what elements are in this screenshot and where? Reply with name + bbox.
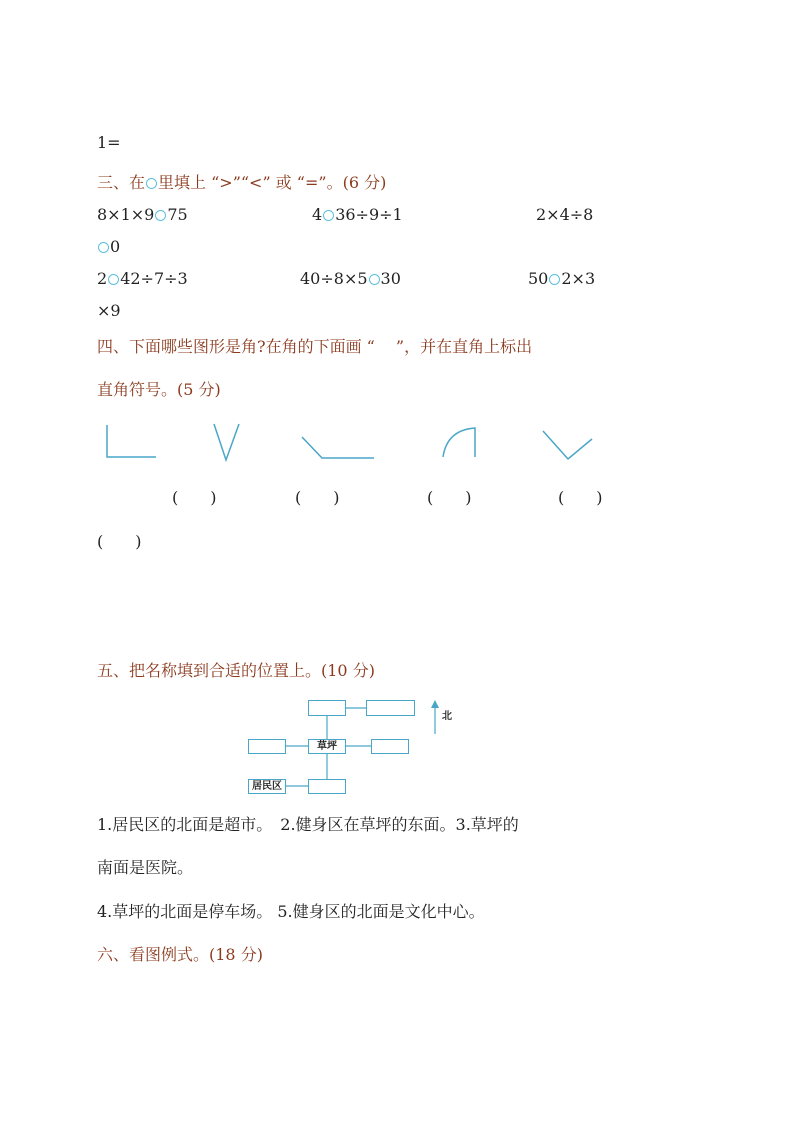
section3-title-b: 里填上 “>”“<” 或 “=”。(6 分) (158, 173, 387, 192)
answer-paren-1[interactable]: ( ) (172, 488, 217, 507)
map-residential-label: 居民区 (252, 781, 282, 792)
expr-left: 8×1×9 (97, 205, 155, 224)
answer-paren-4[interactable]: ( ) (558, 488, 603, 507)
answer-paren-2[interactable]: ( ) (295, 488, 340, 507)
expr-right: 0 (110, 237, 121, 256)
answer-paren-3[interactable]: ( ) (427, 488, 472, 507)
compare-item-6-wrap: ×9 (97, 301, 121, 320)
expr-left: 50 (528, 269, 549, 288)
expr-right: 75 (167, 205, 188, 224)
map-center-label: 草坪 (317, 741, 337, 752)
compare-item-3: 2×4÷8 (536, 205, 594, 224)
map-box-east[interactable] (371, 739, 409, 754)
expr-right: 42÷7÷3 (120, 269, 188, 288)
expr-left: 40÷8×5 (300, 269, 368, 288)
map-box-north-left[interactable] (308, 700, 346, 716)
map-box-north-right[interactable] (366, 700, 415, 716)
section4-title-line1: 四、下面哪些图形是角?在角的下面画 “ ”，并在直角上标出 (97, 337, 533, 356)
section4-title-line2: 直角符号。(5 分) (97, 380, 221, 399)
section5-clue-line2: 南面是医院。 (97, 858, 194, 877)
expr-left: 2 (97, 269, 108, 288)
section6-title: 六、看图例式。(18 分) (97, 945, 263, 964)
expr-right: 30 (380, 269, 401, 288)
map-box-west[interactable] (248, 739, 286, 754)
expr-left: 4 (312, 205, 323, 224)
expr-right: 36÷9÷1 (335, 205, 403, 224)
map-box-south[interactable] (308, 779, 346, 794)
answer-paren-5[interactable]: ( ) (97, 532, 142, 551)
map-box-center (308, 739, 346, 754)
north-label: 北 (442, 711, 452, 722)
section3-title-a: 三、在 (97, 173, 146, 192)
section5-title: 五、把名称填到合适的位置上。(10 分) (97, 661, 375, 680)
top-fragment: 1= (97, 133, 121, 152)
map-box-residential (248, 779, 286, 794)
expr-right: 2×3 (561, 269, 596, 288)
north-arrow-icon (431, 700, 439, 734)
section5-clue-line1: 1.居民区的北面是超市。 2.健身区在草坪的东面。3.草坪的 (97, 815, 519, 834)
section5-clue-line3: 4.草坪的北面是停车场。 5.健身区的北面是文化中心。 (97, 902, 485, 921)
